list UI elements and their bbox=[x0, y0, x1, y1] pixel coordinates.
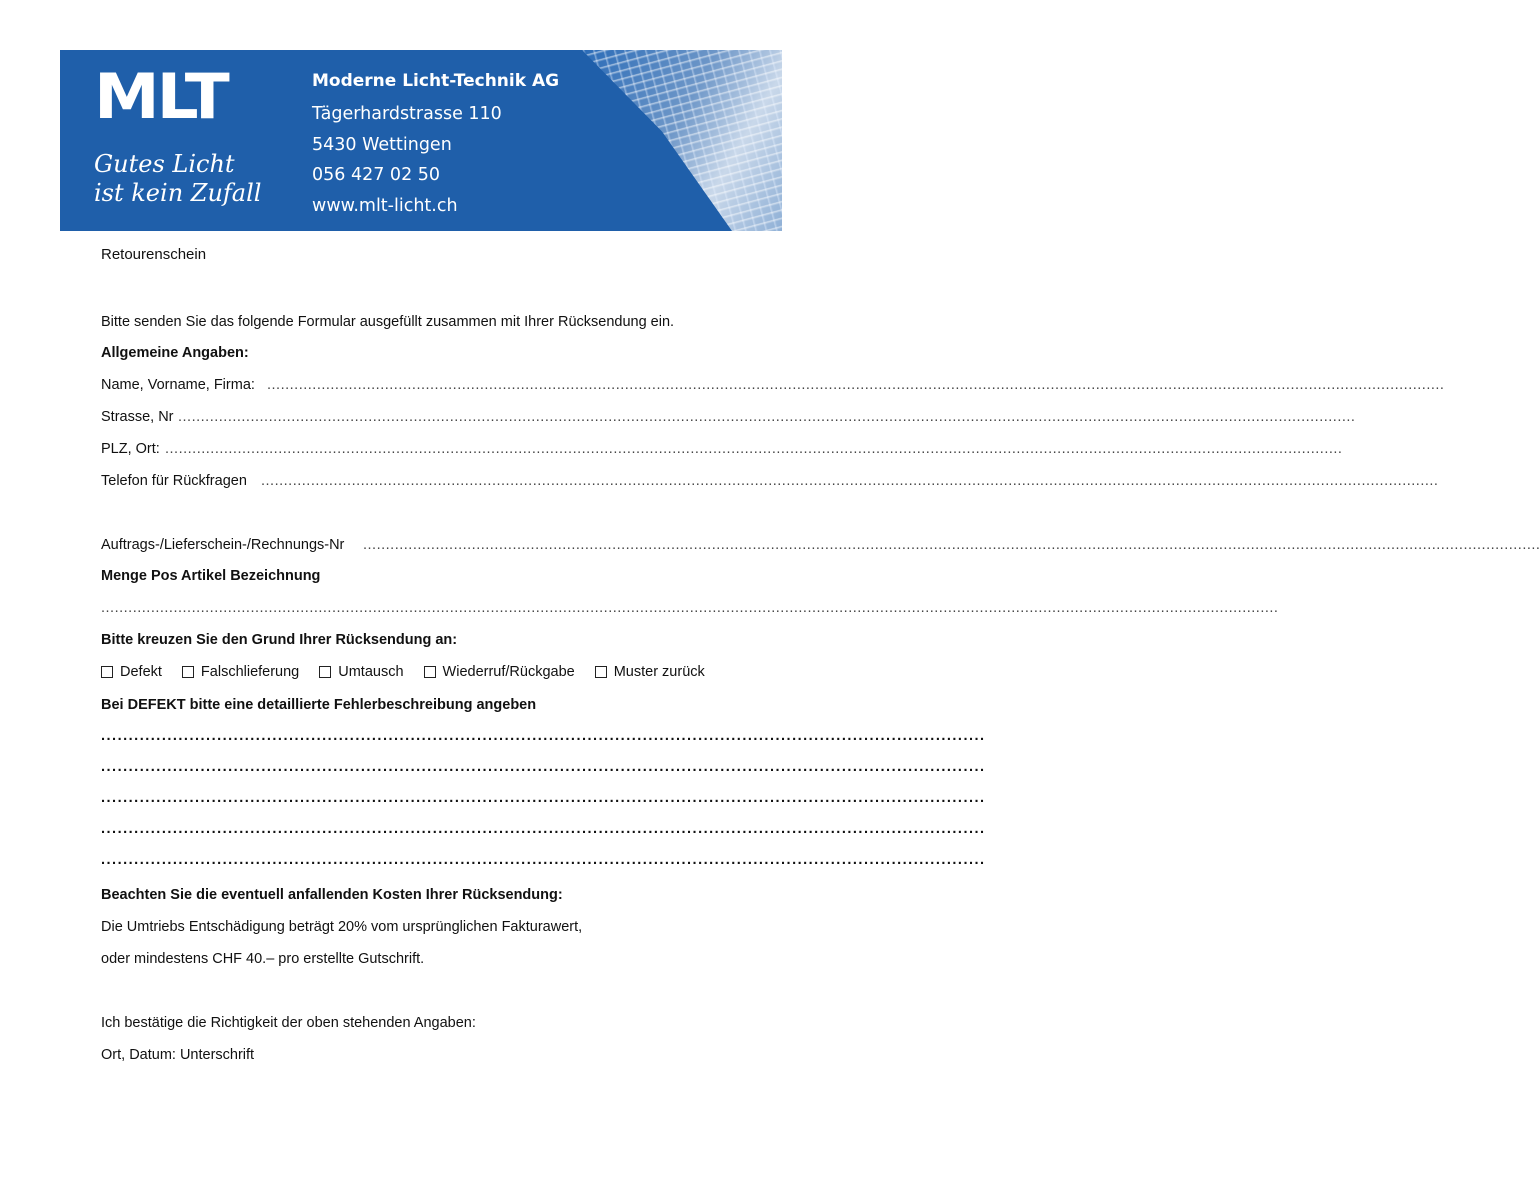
mlt-logo: MLT bbox=[94, 59, 227, 134]
defect-line-2[interactable]: ................................................................................................................................................................ bbox=[101, 759, 986, 775]
header-banner bbox=[60, 50, 782, 231]
signature-label: Ort, Datum: Unterschrift bbox=[101, 1047, 255, 1063]
field-zip-label: PLZ, Ort: bbox=[101, 441, 160, 457]
reason-heading: Bitte kreuzen Sie den Grund Ihrer Rücksendung an: bbox=[101, 632, 458, 648]
general-heading: Allgemeine Angaben: bbox=[101, 345, 249, 361]
reason-muster[interactable] bbox=[595, 664, 705, 680]
field-order-label: Auftrags-/Lieferschein-/Rechnungs-Nr bbox=[101, 537, 345, 553]
items-heading: Menge Pos Artikel Bezeichnung bbox=[101, 568, 321, 584]
company-address bbox=[312, 70, 559, 221]
reason-checkboxes bbox=[101, 664, 705, 680]
company-city: 5430 Wettingen bbox=[312, 134, 452, 155]
slogan-line-2: ist kein Zufall bbox=[94, 179, 262, 207]
slogan bbox=[94, 150, 261, 208]
intro-text: Bitte senden Sie das folgende Formular ausgefüllt zusammen mit Ihrer Rücksendung ein. bbox=[101, 314, 675, 330]
checkbox-muster[interactable] bbox=[595, 666, 607, 678]
company-name: Moderne Licht-Technik AG bbox=[312, 71, 560, 91]
reason-falschlieferung[interactable] bbox=[182, 664, 299, 680]
checkbox-wiederruf[interactable] bbox=[424, 666, 436, 678]
field-zip-line[interactable]: .................................................................................................................................................................................................................................................................... bbox=[165, 441, 1343, 457]
checkbox-falschlieferung[interactable] bbox=[182, 666, 194, 678]
costs-heading: Beachten Sie die eventuell anfallenden Kosten Ihrer Rücksendung: bbox=[101, 887, 563, 903]
checkbox-defekt[interactable] bbox=[101, 666, 113, 678]
field-phone-line[interactable]: .................................................................................................................................................................................................................................................................... bbox=[261, 473, 1439, 489]
defect-heading: Bei DEFEKT bitte eine detaillierte Fehlerbeschreibung angeben bbox=[101, 697, 537, 713]
reason-falschlieferung-label: Falschlieferung bbox=[200, 664, 300, 680]
field-phone-label: Telefon für Rückfragen bbox=[101, 473, 247, 489]
field-order-line[interactable]: .................................................................................................................................................................................................................................................................... bbox=[363, 537, 1540, 553]
costs-line-1: Die Umtriebs Entschädigung beträgt 20% vom ursprünglichen Fakturawert, bbox=[101, 919, 583, 935]
led-panel-image bbox=[582, 50, 782, 231]
company-phone: 056 427 02 50 bbox=[312, 165, 441, 185]
field-name-label: Name, Vorname, Firma: bbox=[101, 377, 255, 393]
items-line[interactable]: .................................................................................................................................................................................................................................................................... bbox=[101, 600, 1279, 616]
reason-muster-label: Muster zurück bbox=[613, 664, 705, 680]
defect-line-4[interactable]: ................................................................................................................................................................ bbox=[101, 821, 986, 837]
confirm-text: Ich bestätige die Richtigkeit der oben stehenden Angaben: bbox=[101, 1015, 476, 1031]
reason-umtausch-label: Umtausch bbox=[338, 664, 404, 680]
defect-line-5[interactable]: ................................................................................................................................................................ bbox=[101, 852, 986, 868]
reason-wiederruf[interactable] bbox=[424, 664, 575, 680]
defect-line-1[interactable]: ................................................................................................................................................................ bbox=[101, 728, 986, 744]
slogan-line-1: Gutes Licht bbox=[94, 150, 235, 178]
field-street-line[interactable]: .................................................................................................................................................................................................................................................................... bbox=[178, 409, 1356, 425]
company-website: www.mlt-licht.ch bbox=[312, 195, 458, 216]
form-title: Retourenschein bbox=[101, 246, 207, 263]
reason-umtausch[interactable] bbox=[319, 664, 403, 680]
reason-wiederruf-label: Wiederruf/Rückgabe bbox=[442, 664, 575, 680]
costs-line-2: oder mindestens CHF 40.– pro erstellte Gutschrift. bbox=[101, 951, 425, 967]
reason-defekt-label: Defekt bbox=[120, 664, 162, 680]
company-street: Tägerhardstrasse 110 bbox=[312, 104, 502, 124]
field-name-line[interactable]: .................................................................................................................................................................................................................................................................... bbox=[267, 377, 1445, 393]
defect-line-3[interactable]: ................................................................................................................................................................ bbox=[101, 790, 986, 806]
checkbox-umtausch[interactable] bbox=[319, 666, 331, 678]
field-street-label: Strasse, Nr bbox=[101, 409, 174, 425]
reason-defekt[interactable] bbox=[101, 664, 162, 680]
